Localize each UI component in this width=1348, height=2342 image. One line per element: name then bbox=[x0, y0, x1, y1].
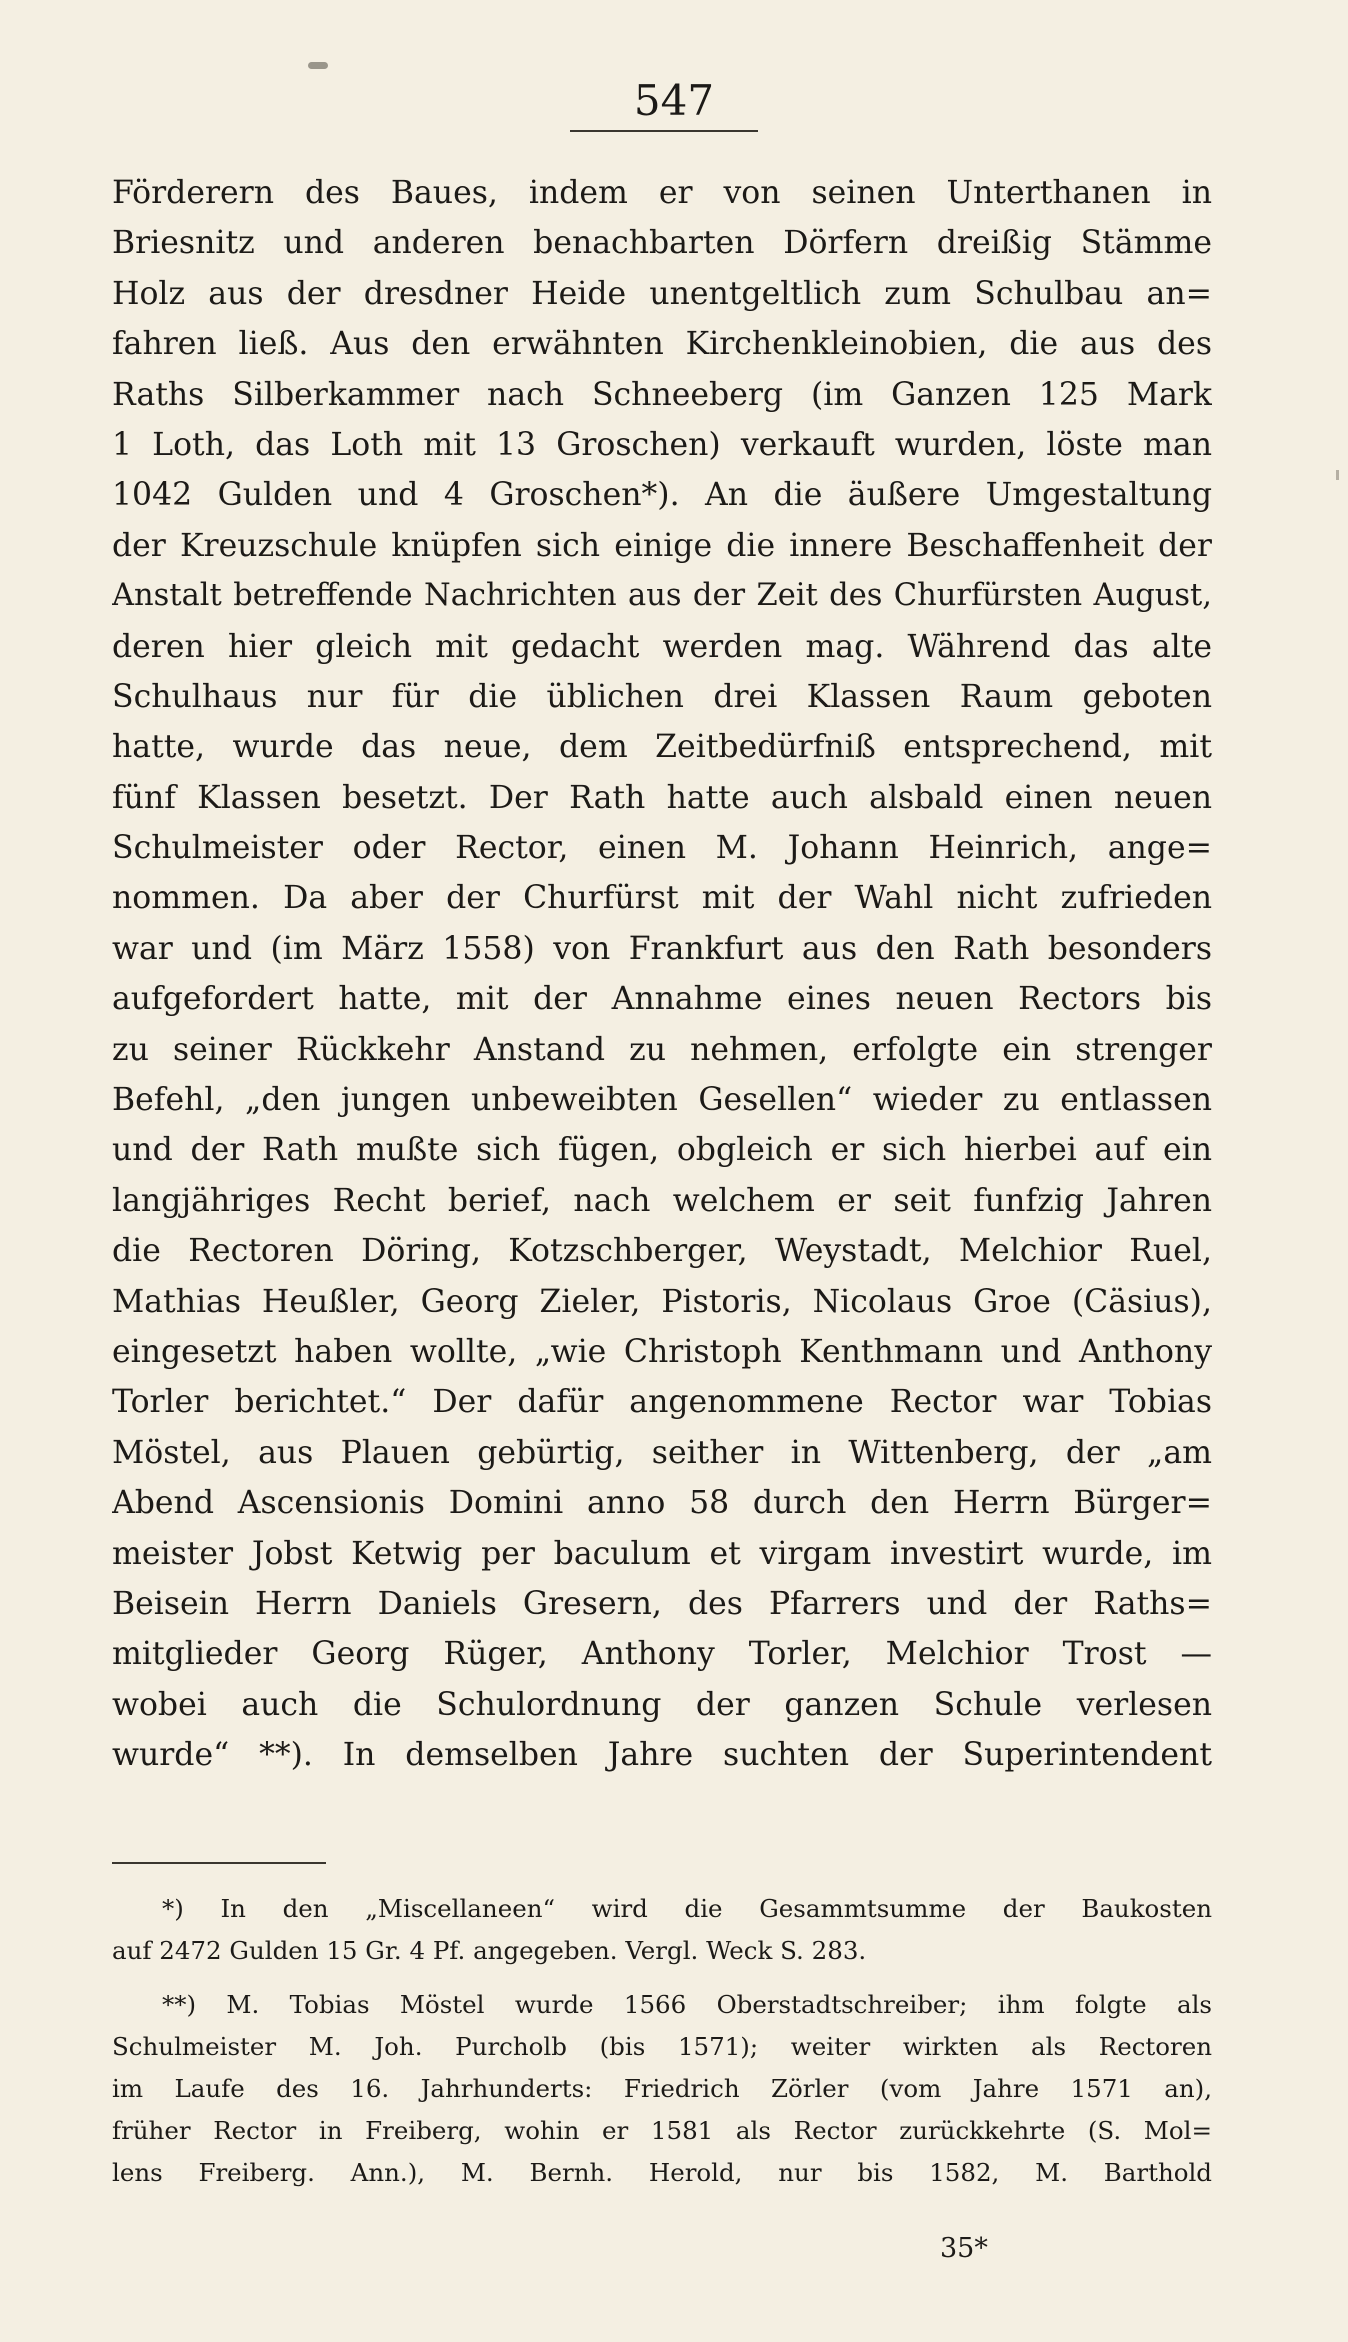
body-line: fünf Klassen besetzt. Der Rath hatte auch alsbald einen neuen bbox=[112, 779, 1212, 816]
body-line: die Rectoren Döring, Kotzschberger, Weystadt, Melchior Ruel, bbox=[112, 1233, 1212, 1270]
body-line: Möstel, aus Plauen gebürtig, seither in Wittenberg, der „am bbox=[112, 1434, 1212, 1471]
body-line: zu seiner Rückkehr Anstand zu nehmen, erfolgte ein strenger bbox=[112, 1031, 1212, 1068]
footnote-2-line: Schulmeister M. Joh. Purcholb (bis 1571); weiter wirkten als Rectoren bbox=[112, 2032, 1212, 2061]
body-line: Briesnitz und anderen benachbarten Dörfern dreißig Stämme bbox=[112, 225, 1212, 262]
footnote-2-line: lens Freiberg. Ann.), M. Bernh. Herold, nur bis 1582, M. Barthold bbox=[112, 2158, 1212, 2187]
body-line: Schulmeister oder Rector, einen M. Johann Heinrich, ange= bbox=[112, 830, 1212, 867]
body-line: 1 Loth, das Loth mit 13 Groschen) verkauft wurden, löste man bbox=[112, 426, 1212, 463]
body-line: Raths Silberkammer nach Schneeberg (im Ganzen 125 Mark bbox=[112, 376, 1212, 413]
body-line: aufgefordert hatte, mit der Annahme eines neuen Rectors bis bbox=[112, 981, 1212, 1018]
body-line: langjähriges Recht berief, nach welchem er seit funfzig Jahren bbox=[112, 1182, 1212, 1219]
body-line: Mathias Heußler, Georg Zieler, Pistoris, Nicolaus Groe (Cäsius), bbox=[112, 1283, 1212, 1320]
body-line: Befehl, „den jungen unbeweibten Gesellen“ wieder zu entlassen bbox=[112, 1082, 1212, 1119]
footnotes bbox=[112, 1888, 1212, 2194]
body-line: Anstalt betreffende Nachrichten aus der Zeit des Churfürsten August, bbox=[112, 578, 1212, 614]
footnote-2-line: früher Rector in Freiberg, wohin er 1581 als Rector zurückkehrte (S. Mol= bbox=[112, 2116, 1212, 2145]
body-line: wurde“ **). In demselben Jahre suchten der Superintendent bbox=[112, 1737, 1212, 1774]
body-line: Torler berichtet.“ Der dafür angenommene Rector war Tobias bbox=[112, 1384, 1212, 1421]
body-line: der Kreuzschule knüpfen sich einige die innere Beschaffenheit der bbox=[112, 527, 1212, 564]
body-line: nommen. Da aber der Churfürst mit der Wahl nicht zufrieden bbox=[112, 880, 1212, 917]
footnote-gap bbox=[112, 1972, 1212, 1984]
body-line: Förderern des Baues, indem er von seinen Unterthanen in bbox=[112, 175, 1212, 211]
footnote-2-line: **) M. Tobias Möstel wurde 1566 Oberstadtschreiber; ihm folgte als bbox=[162, 1990, 1212, 2019]
footnote-2-line: im Laufe des 16. Jahrhunderts: Friedrich Zörler (vom Jahre 1571 an), bbox=[112, 2074, 1212, 2103]
ink-smudge bbox=[308, 62, 328, 69]
ink-speck bbox=[1336, 470, 1339, 480]
footnote-1-line: auf 2472 Gulden 15 Gr. 4 Pf. angegeben. Vergl. Weck S. 283. bbox=[112, 1936, 867, 1965]
footnote-1-line: *) In den „Miscellaneen“ wird die Gesammtsumme der Baukosten bbox=[162, 1894, 1212, 1923]
body-line: hatte, wurde das neue, dem Zeitbedürfniß entsprechend, mit bbox=[112, 729, 1212, 766]
body-line: wobei auch die Schulordnung der ganzen Schule verlesen bbox=[112, 1686, 1212, 1723]
body-line: eingesetzt haben wollte, „wie Christoph Kenthmann und Anthony bbox=[112, 1333, 1212, 1370]
body-line: war und (im März 1558) von Frankfurt aus den Rath besonders bbox=[112, 930, 1212, 967]
body-line: und der Rath mußte sich fügen, obgleich er sich hierbei auf ein bbox=[112, 1132, 1212, 1169]
page-number: 547 bbox=[633, 76, 715, 125]
body-line: Schulhaus nur für die üblichen drei Klassen Raum geboten bbox=[112, 678, 1212, 715]
header-rule bbox=[570, 130, 758, 132]
footnote-rule bbox=[112, 1862, 326, 1864]
body-line: 1042 Gulden und 4 Groschen*). An die äußere Umgestaltung bbox=[112, 477, 1212, 514]
body-line: meister Jobst Ketwig per baculum et virgam investirt wurde, im bbox=[112, 1535, 1212, 1572]
body-line: deren hier gleich mit gedacht werden mag. Während das alte bbox=[112, 628, 1212, 665]
body-line: Abend Ascensionis Domini anno 58 durch den Herrn Bürger= bbox=[112, 1485, 1212, 1522]
body-line: mitglieder Georg Rüger, Anthony Torler, Melchior Trost — bbox=[112, 1636, 1212, 1673]
printer-signature: 35* bbox=[940, 2233, 988, 2264]
body-line: Holz aus der dresdner Heide unentgeltlich zum Schulbau an= bbox=[112, 275, 1212, 312]
body-text bbox=[112, 168, 1212, 1781]
body-line: Beisein Herrn Daniels Gresern, des Pfarrers und der Raths= bbox=[112, 1585, 1212, 1622]
body-line: fahren ließ. Aus den erwähnten Kirchenkleinobien, die aus des bbox=[112, 326, 1212, 363]
